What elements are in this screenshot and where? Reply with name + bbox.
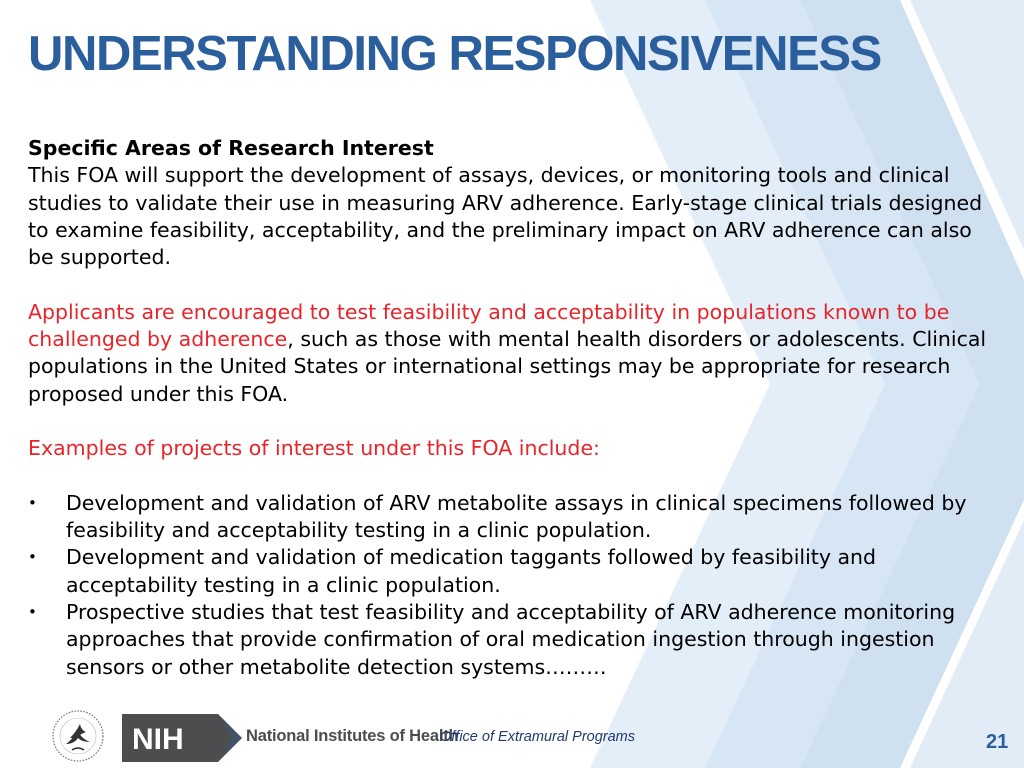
bullet-icon: •: [28, 548, 37, 567]
nih-logo: [122, 714, 244, 762]
office-name: Office of Extramural Programs: [440, 729, 635, 745]
intro-paragraph: This FOA will support the development of assays, devices, or monitoring tools and clinical studies to validate their use in measuring ARV adherence. Early-stage clinical trials designed to examine feasibility, acceptability, and the preliminary impact on ARV adherence can also be supported.: [28, 163, 983, 270]
list-item: [28, 544, 1003, 599]
spacer: [28, 271, 1003, 298]
bullet-icon: •: [28, 493, 37, 512]
applicants-highlight: Applicants are encouraged to test feasibility and acceptability in populations known to be challenged by adherence: [28, 299, 950, 352]
list-item-text: Prospective studies that test feasibility and acceptability of ARV adherence monitoring approaches that provide confirmation of oral medication ingestion through ingestion sensors or other metabolite detection systems………: [66, 600, 956, 679]
examples-heading: Examples of projects of interest under this FOA include:: [28, 436, 600, 461]
list-item-text: Development and validation of medication taggants followed by feasibility and acceptability testing in a clinic population.: [66, 545, 877, 597]
section-heading: Specific Areas of Research Interest: [28, 136, 434, 160]
list-item: [28, 490, 1003, 545]
spacer: [28, 408, 1003, 435]
nih-logo-text: NIH: [132, 723, 184, 756]
nih-name: National Institutes of Health: [246, 727, 459, 745]
slide-body: [28, 135, 1003, 681]
applicants-paragraph: [28, 299, 1003, 408]
bullet-icon: •: [28, 603, 37, 622]
examples-list: [28, 490, 1003, 681]
list-item: [28, 599, 1003, 681]
spacer: [28, 463, 1003, 490]
page-title: UNDERSTANDING RESPONSIVENESS: [28, 27, 881, 81]
page-number: 21: [986, 731, 1009, 753]
list-item-text: Development and validation of ARV metabolite assays in clinical specimens followed by feasibility and acceptability testing in a clinic population.: [66, 490, 967, 543]
applicants-rest: , such as those with mental health disorders or adolescents. Clinical populations in the United States or international settings may be appropriate for research proposed under this FOA.: [28, 327, 987, 406]
hhs-seal-icon: [50, 708, 106, 764]
